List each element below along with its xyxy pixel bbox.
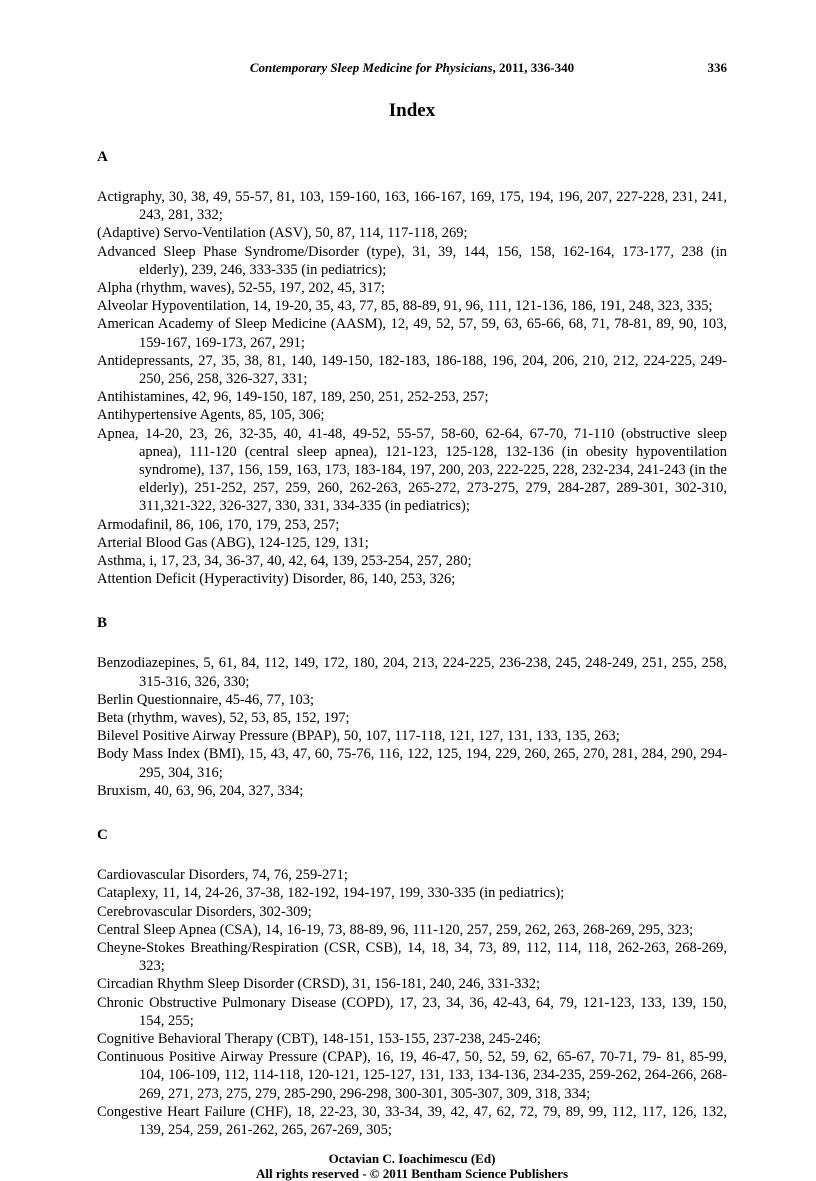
index-entry: Asthma, i, 17, 23, 34, 36-37, 40, 42, 64, 139, 253-254, 257, 280; xyxy=(97,553,472,570)
index-entry: Armodafinil, 86, 106, 170, 179, 253, 257; xyxy=(97,516,340,533)
page-footer xyxy=(97,1151,727,1181)
page-number: 336 xyxy=(707,60,727,75)
index-entry: Actigraphy, 30, 38, 49, 55-57, 81, 103, 159-160, 163, 166-167, 169, 175, 194, 196, 207, 227-228, 231, 241, 243, 281, 332; xyxy=(97,189,727,224)
index-entry: Cardiovascular Disorders, 74, 76, 259-271; xyxy=(97,867,348,884)
index-entry: Advanced Sleep Phase Syndrome/Disorder (type), 31, 39, 144, 156, 158, 162-164, 173-177, 238 (in elderly), 239, 246, 333-335 (in pediatrics); xyxy=(97,243,727,278)
index-entry: Continuous Positive Airway Pressure (CPAP), 16, 19, 46-47, 50, 52, 59, 62, 65-67, 70-71, 79- 81, 85-99, 104, 106-109, 112, 114-118, 120-121, 125-127, 131, 133, 134-136, 234-235, 259-262, 264-266, 268-269, 271, 273, 275, 279, 285-290, 296-298, 300-301, 305-307, 309, 318, 334; xyxy=(97,1049,727,1102)
index-entry: Beta (rhythm, waves), 52, 53, 85, 152, 197; xyxy=(97,710,350,727)
index-section-c xyxy=(97,826,727,1139)
index-entry: (Adaptive) Servo-Ventilation (ASV), 50, 87, 114, 117-118, 269; xyxy=(97,225,468,242)
index-entry: Attention Deficit (Hyperactivity) Disorder, 86, 140, 253, 326; xyxy=(97,571,456,588)
index-entry: Antidepressants, 27, 35, 38, 81, 140, 149-150, 182-183, 186-188, 196, 204, 206, 210, 212, 224-225, 249-250, 256, 258, 326-327, 331; xyxy=(97,352,727,388)
index-entry: Alpha (rhythm, waves), 52-55, 197, 202, 45, 317; xyxy=(97,280,385,297)
footer-copyright: All rights reserved - © 2011 Bentham Science Publishers xyxy=(255,1166,569,1181)
index-entry: Central Sleep Apnea (CSA), 14, 16-19, 73, 88-89, 96, 111-120, 257, 259, 262, 263, 268-269, 295, 323; xyxy=(97,921,694,938)
section-letter: A xyxy=(97,149,108,165)
journal-citation: , 2011, 336-340 xyxy=(492,60,575,75)
index-entry: Antihypertensive Agents, 85, 105, 306; xyxy=(97,407,325,424)
index-entry: Benzodiazepines, 5, 61, 84, 112, 149, 172, 180, 204, 213, 224-225, 236-238, 245, 248-249, 251, 255, 258, 315-316, 326, 330; xyxy=(97,655,727,690)
index-entry: Berlin Questionnaire, 45-46, 77, 103; xyxy=(97,691,315,708)
index-entry: Bilevel Positive Airway Pressure (BPAP), 50, 107, 117-118, 121, 127, 131, 133, 135, 263; xyxy=(97,728,620,745)
running-header xyxy=(97,60,727,75)
index-entry: Arterial Blood Gas (ABG), 124-125, 129, 131; xyxy=(97,534,369,551)
section-letter: C xyxy=(97,827,108,844)
index-body xyxy=(97,148,727,1139)
index-entry: Body Mass Index (BMI), 15, 43, 47, 60, 75-76, 116, 122, 125, 194, 229, 260, 265, 270, 281, 284, 290, 294-295, 304, 316; xyxy=(97,746,727,781)
index-entry: American Academy of Sleep Medicine (AASM), 12, 49, 52, 57, 59, 63, 65-66, 68, 71, 78-81, 89, 90, 103, 159-167, 169-173, 267, 291; xyxy=(97,316,727,351)
footer-editor: Octavian C. Ioachimescu (Ed) xyxy=(328,1151,496,1167)
index-entry: Cerebrovascular Disorders, 302-309; xyxy=(97,903,312,920)
index-entry: Cognitive Behavioral Therapy (CBT), 148-151, 153-155, 237-238, 245-246; xyxy=(97,1030,541,1047)
journal-title: Contemporary Sleep Medicine for Physicians xyxy=(249,60,493,75)
index-entry: Circadian Rhythm Sleep Disorder (CRSD), 31, 156-181, 240, 246, 331-332; xyxy=(97,976,541,993)
section-letter: B xyxy=(97,615,108,632)
index-entry: Apnea, 14-20, 23, 26, 32-35, 40, 41-48, 49-52, 55-57, 58-60, 62-64, 67-70, 71-110 (obstructive sleep apnea), 111-120 (central sleep apnea), 121-123, 125-128, 132-136 (in obesity hypoventilation syndrome), 137, 156, 159, 163, 173, 183-184, 197, 200, 203, 222-225, 228, 232-234, 241-243 (in the elderly), 251-252, 257, 259, 260, 262-263, 265-272, 273-275, 279, 284-287, 289-301, 302-310, 311,321-322, 326-327, 330, 331, 334-335 (in pediatrics); xyxy=(97,425,727,515)
running-title xyxy=(250,60,574,75)
index-entry: Cheyne-Stokes Breathing/Respiration (CSR, CSB), 14, 18, 34, 73, 89, 112, 114, 118, 262-263, 268-269, 323; xyxy=(97,939,727,975)
index-entry: Bruxism, 40, 63, 96, 204, 327, 334; xyxy=(97,782,304,799)
page-title: Index xyxy=(388,100,436,121)
index-section-a xyxy=(97,148,727,588)
index-section-b xyxy=(97,614,727,800)
index-entry: Antihistamines, 42, 96, 149-150, 187, 189, 250, 251, 252-253, 257; xyxy=(97,389,489,406)
index-entry: Alveolar Hypoventilation, 14, 19-20, 35, 43, 77, 85, 88-89, 91, 96, 111, 121-136, 186, 191, 248, 323, 335; xyxy=(97,298,713,315)
index-entry: Cataplexy, 11, 14, 24-26, 37-38, 182-192, 194-197, 199, 330-335 (in pediatrics); xyxy=(97,885,565,902)
index-entry: Chronic Obstructive Pulmonary Disease (COPD), 17, 23, 34, 36, 42-43, 64, 79, 121-123, 133, 139, 150, 154, 255; xyxy=(97,994,727,1029)
index-entry: Congestive Heart Failure (CHF), 18, 22-23, 30, 33-34, 39, 42, 47, 62, 72, 79, 89, 99, 112, 117, 126, 132, 139, 254, 259, 261-262, 265, 267-269, 305; xyxy=(97,1103,727,1138)
